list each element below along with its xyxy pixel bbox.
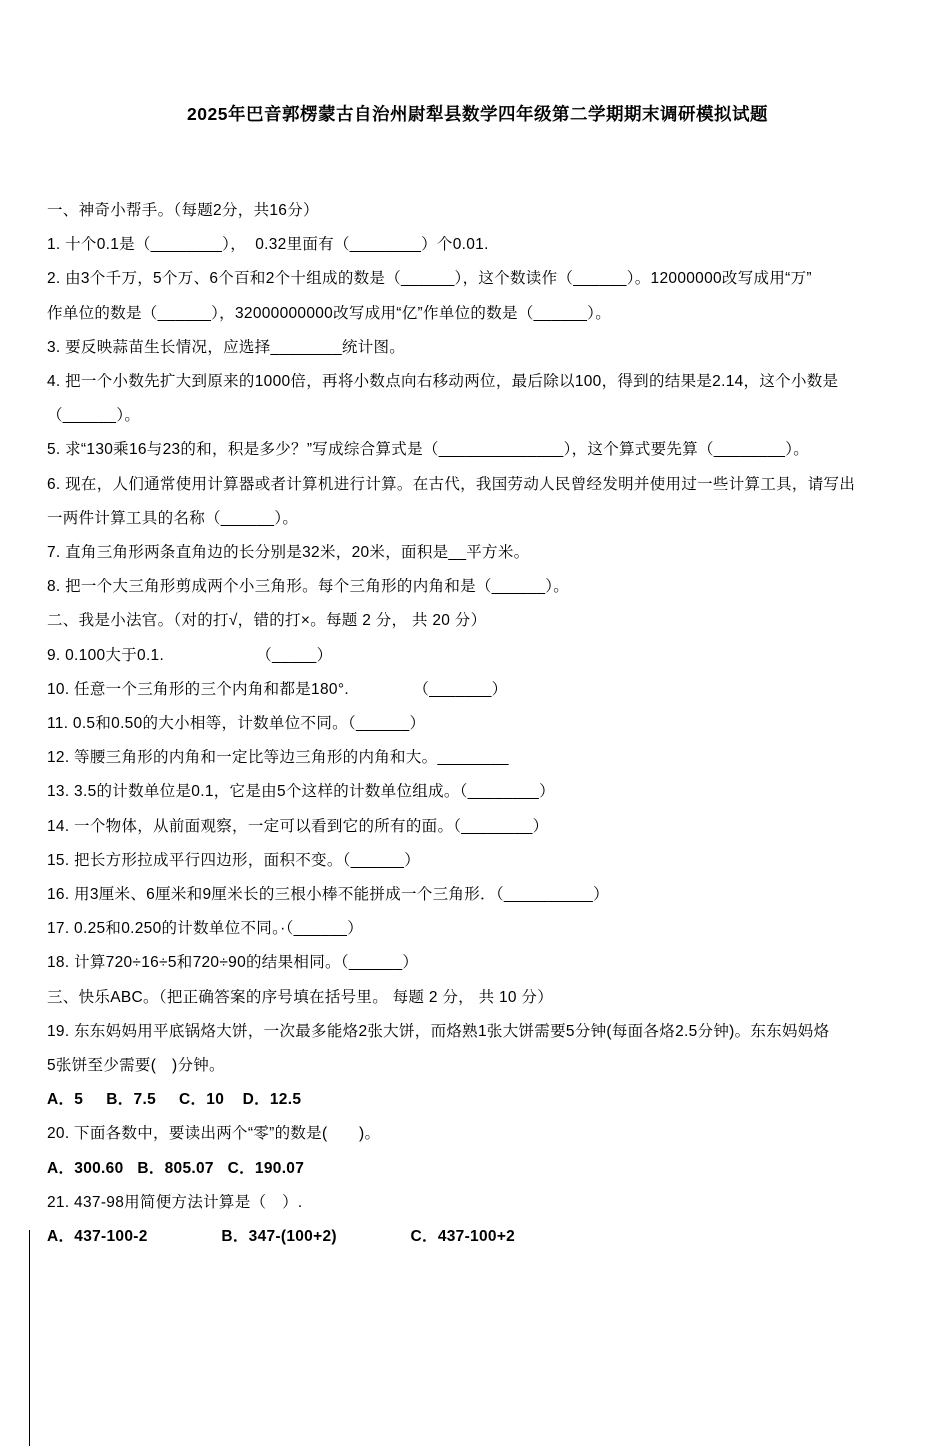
exam-title: 2025年巴音郭楞蒙古自治州尉犁县数学四年级第二学期期末调研模拟试题 [187,104,768,124]
exam-line: 9. 0.100大于0.1. （_____） [47,646,333,664]
exam-line: 13. 3.5的计数单位是0.1，它是由5个这样的计数单位组成。（________） [47,783,555,801]
exam-line: A．300.60 B．805.07 C．190.07 [47,1159,305,1177]
exam-line: 作单位的数是（______），32000000000改写成用“亿”作单位的数是（______）。 [47,304,611,322]
exam-line: 2. 由3个千万，5个万、6个百和2个十组成的数是（______），这个数读作（______）。12000000改写成用“万” [47,270,812,288]
exam-line: A．5 B．7.5 C．10 D．12.5 [47,1091,302,1109]
exam-line: 15. 把长方形拉成平行四边形，面积不变。（______） [47,851,421,869]
exam-line: 一两件计算工具的名称（______）。 [47,509,299,527]
left-margin-line [29,1230,30,1446]
exam-line: 6. 现在，人们通常使用计算器或者计算机进行计算。在古代，我国劳动人民曾经发明并使用过一些计算工具，请写出 [47,475,856,493]
exam-line: 14. 一个物体，从前面观察，一定可以看到它的所有的面。（________） [47,817,549,835]
exam-line: 17. 0.25和0.250的计数单位不同。·（______） [47,920,363,938]
exam-line: 12. 等腰三角形的内角和一定比等边三角形的内角和大。________ [47,749,509,767]
exam-line: 11. 0.5和0.50的大小相等，计数单位不同。（______） [47,715,426,733]
exam-line: 4. 把一个小数先扩大到原来的1000倍，再将小数点向右移动两位，最后除以100，得到的结果是2.14，这个小数是 [47,373,839,391]
exam-body [47,194,908,1254]
exam-line: 18. 计算720÷16÷5和720÷90的结果相同。（______） [47,954,419,972]
exam-line: （______）。 [47,407,141,425]
exam-line: 三、快乐ABC。（把正确答案的序号填在括号里。 每题 2 分， 共 10 分） [47,988,554,1006]
exam-line: 二、我是小法官。（对的打√，错的打×。每题 2 分， 共 20 分） [47,612,487,630]
exam-line: 3. 要反映蒜苗生长情况，应选择________统计图。 [47,338,406,356]
exam-line: 10. 任意一个三角形的三个内角和都是180°. （_______） [47,680,508,698]
exam-line: 5张饼至少需要( )分钟。 [47,1057,225,1075]
exam-line: 8. 把一个大三角形剪成两个小三角形。每个三角形的内角和是（______）。 [47,578,570,596]
exam-line: 5. 求“130乘16与23的和，积是多少？”写成综合算式是（______________），这个算式要先算（________）。 [47,441,810,459]
exam-line: 1. 十个0.1是（________）， 0.32里面有（________）个0.01. [47,236,489,254]
exam-line: A．437-100-2 B．347-(100+2) C．437-100+2 [47,1228,516,1246]
exam-page [0,102,950,1254]
exam-line: 一、神奇小帮手。（每题2分，共16分） [47,202,319,219]
exam-line: 7. 直角三角形两条直角边的长分别是32米，20米，面积是__平方米。 [47,544,530,562]
exam-line: 21. 437-98用简便方法计算是（ ）. [47,1193,303,1211]
exam-line: 16. 用3厘米、6厘米和9厘米长的三根小棒不能拼成一个三角形．（__________） [47,886,609,904]
exam-line: 19. 东东妈妈用平底锅烙大饼，一次最多能烙2张大饼，而烙熟1张大饼需要5分钟(每面各烙2.5分钟)。东东妈妈烙 [47,1022,830,1040]
exam-line: 20. 下面各数中，要读出两个“零”的数是( )。 [47,1125,381,1143]
